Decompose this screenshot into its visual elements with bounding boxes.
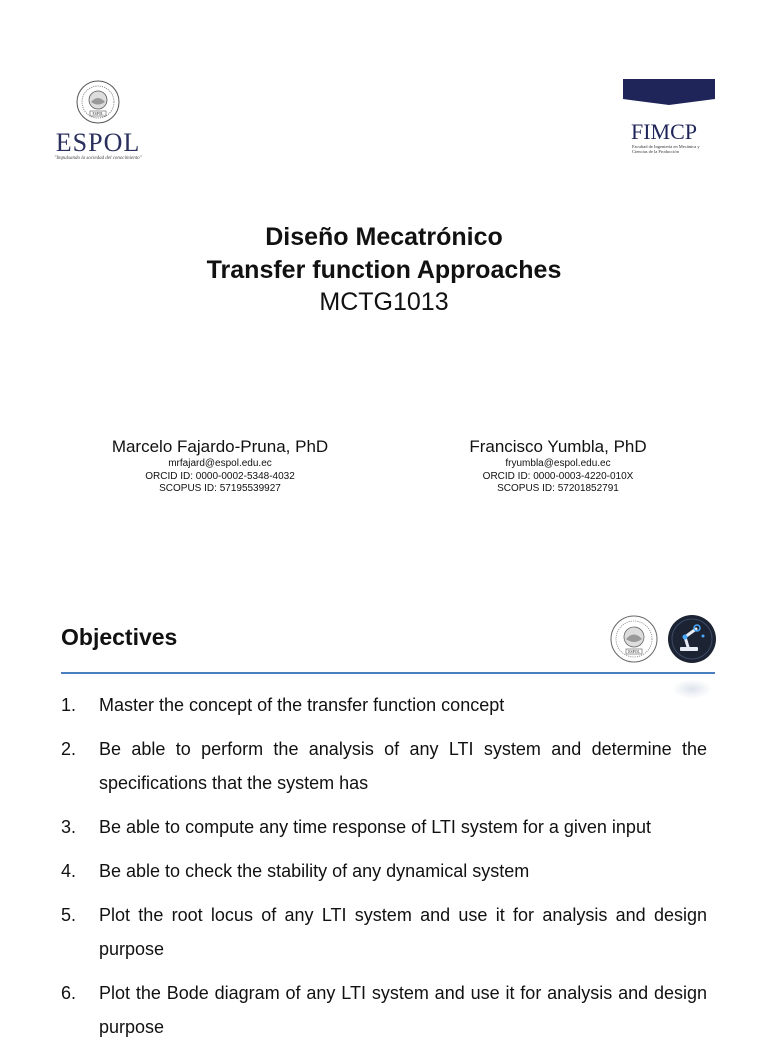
espol-logo xyxy=(52,80,144,160)
item-number: 6. xyxy=(61,983,77,1003)
svg-text:ESPOL: ESPOL xyxy=(92,112,104,116)
fimcp-logo xyxy=(623,79,717,154)
item-text: Master the concept of the transfer function concept xyxy=(99,695,505,715)
item-number: 5. xyxy=(61,905,77,925)
item-text: Plot the root locus of any LTI system and use it for analysis and design purpose xyxy=(99,905,707,959)
list-item xyxy=(61,732,707,800)
list-item xyxy=(61,976,707,1044)
objectives-slide xyxy=(0,600,768,1037)
item-number: 1. xyxy=(61,695,77,715)
list-item xyxy=(61,854,707,888)
fimcp-subtitle: Facultad de Ingeniería en Mecánica y Ciencias de la Producción xyxy=(632,144,700,154)
item-text: Plot the Bode diagram of any LTI system and use it for analysis and design purpose xyxy=(99,983,707,1037)
author-block xyxy=(408,436,708,496)
fimcp-wordmark: FIMCP xyxy=(631,119,698,144)
espol-wordmark: ESPOL xyxy=(55,128,141,157)
item-text: Be able to perform the analysis of any LTI system and determine the specifications that the system has xyxy=(99,739,707,793)
course-title: Diseño Mecatrónico xyxy=(265,223,503,251)
item-text: Be able to check the stability of any dynamical system xyxy=(99,861,530,881)
author-name: Marcelo Fajardo-Pruna, PhD xyxy=(111,437,329,456)
slide-subtitle: Transfer function Approaches xyxy=(206,256,562,284)
author-email: mrfajard@espol.edu.ec xyxy=(168,458,272,469)
title-block xyxy=(0,221,768,318)
svg-text:ESPOL: ESPOL xyxy=(628,650,640,654)
item-number: 3. xyxy=(61,817,77,837)
author-orcid: ORCID ID: 0000-0003-4220-010X xyxy=(482,470,634,482)
list-item xyxy=(61,810,707,844)
list-item xyxy=(61,688,707,722)
item-number: 4. xyxy=(61,861,77,881)
author-block xyxy=(70,436,370,496)
espol-seal-icon xyxy=(610,615,658,663)
item-number: 2. xyxy=(61,739,77,759)
course-code: MCTG1013 xyxy=(319,288,449,316)
fimcp-banner-icon xyxy=(623,79,715,105)
robot-arm-icon xyxy=(668,615,716,663)
espol-seal-icon xyxy=(76,80,120,124)
author-scopus: SCOPUS ID: 57201852791 xyxy=(497,483,619,494)
objectives-list xyxy=(61,688,707,1054)
author-orcid: ORCID ID: 0000-0002-5348-4032 xyxy=(145,470,295,482)
item-text: Be able to compute any time response of LTI system for a given input xyxy=(99,817,651,837)
slide-title: Objectives xyxy=(61,624,178,650)
espol-tagline: "Impulsando la sociedad del conocimiento" xyxy=(54,156,142,161)
author-name: Francisco Yumbla, PhD xyxy=(469,437,647,456)
list-item xyxy=(61,898,707,966)
author-email: fryumbla@espol.edu.ec xyxy=(505,458,611,469)
author-scopus: SCOPUS ID: 57195539927 xyxy=(159,483,281,494)
title-divider xyxy=(61,672,715,674)
